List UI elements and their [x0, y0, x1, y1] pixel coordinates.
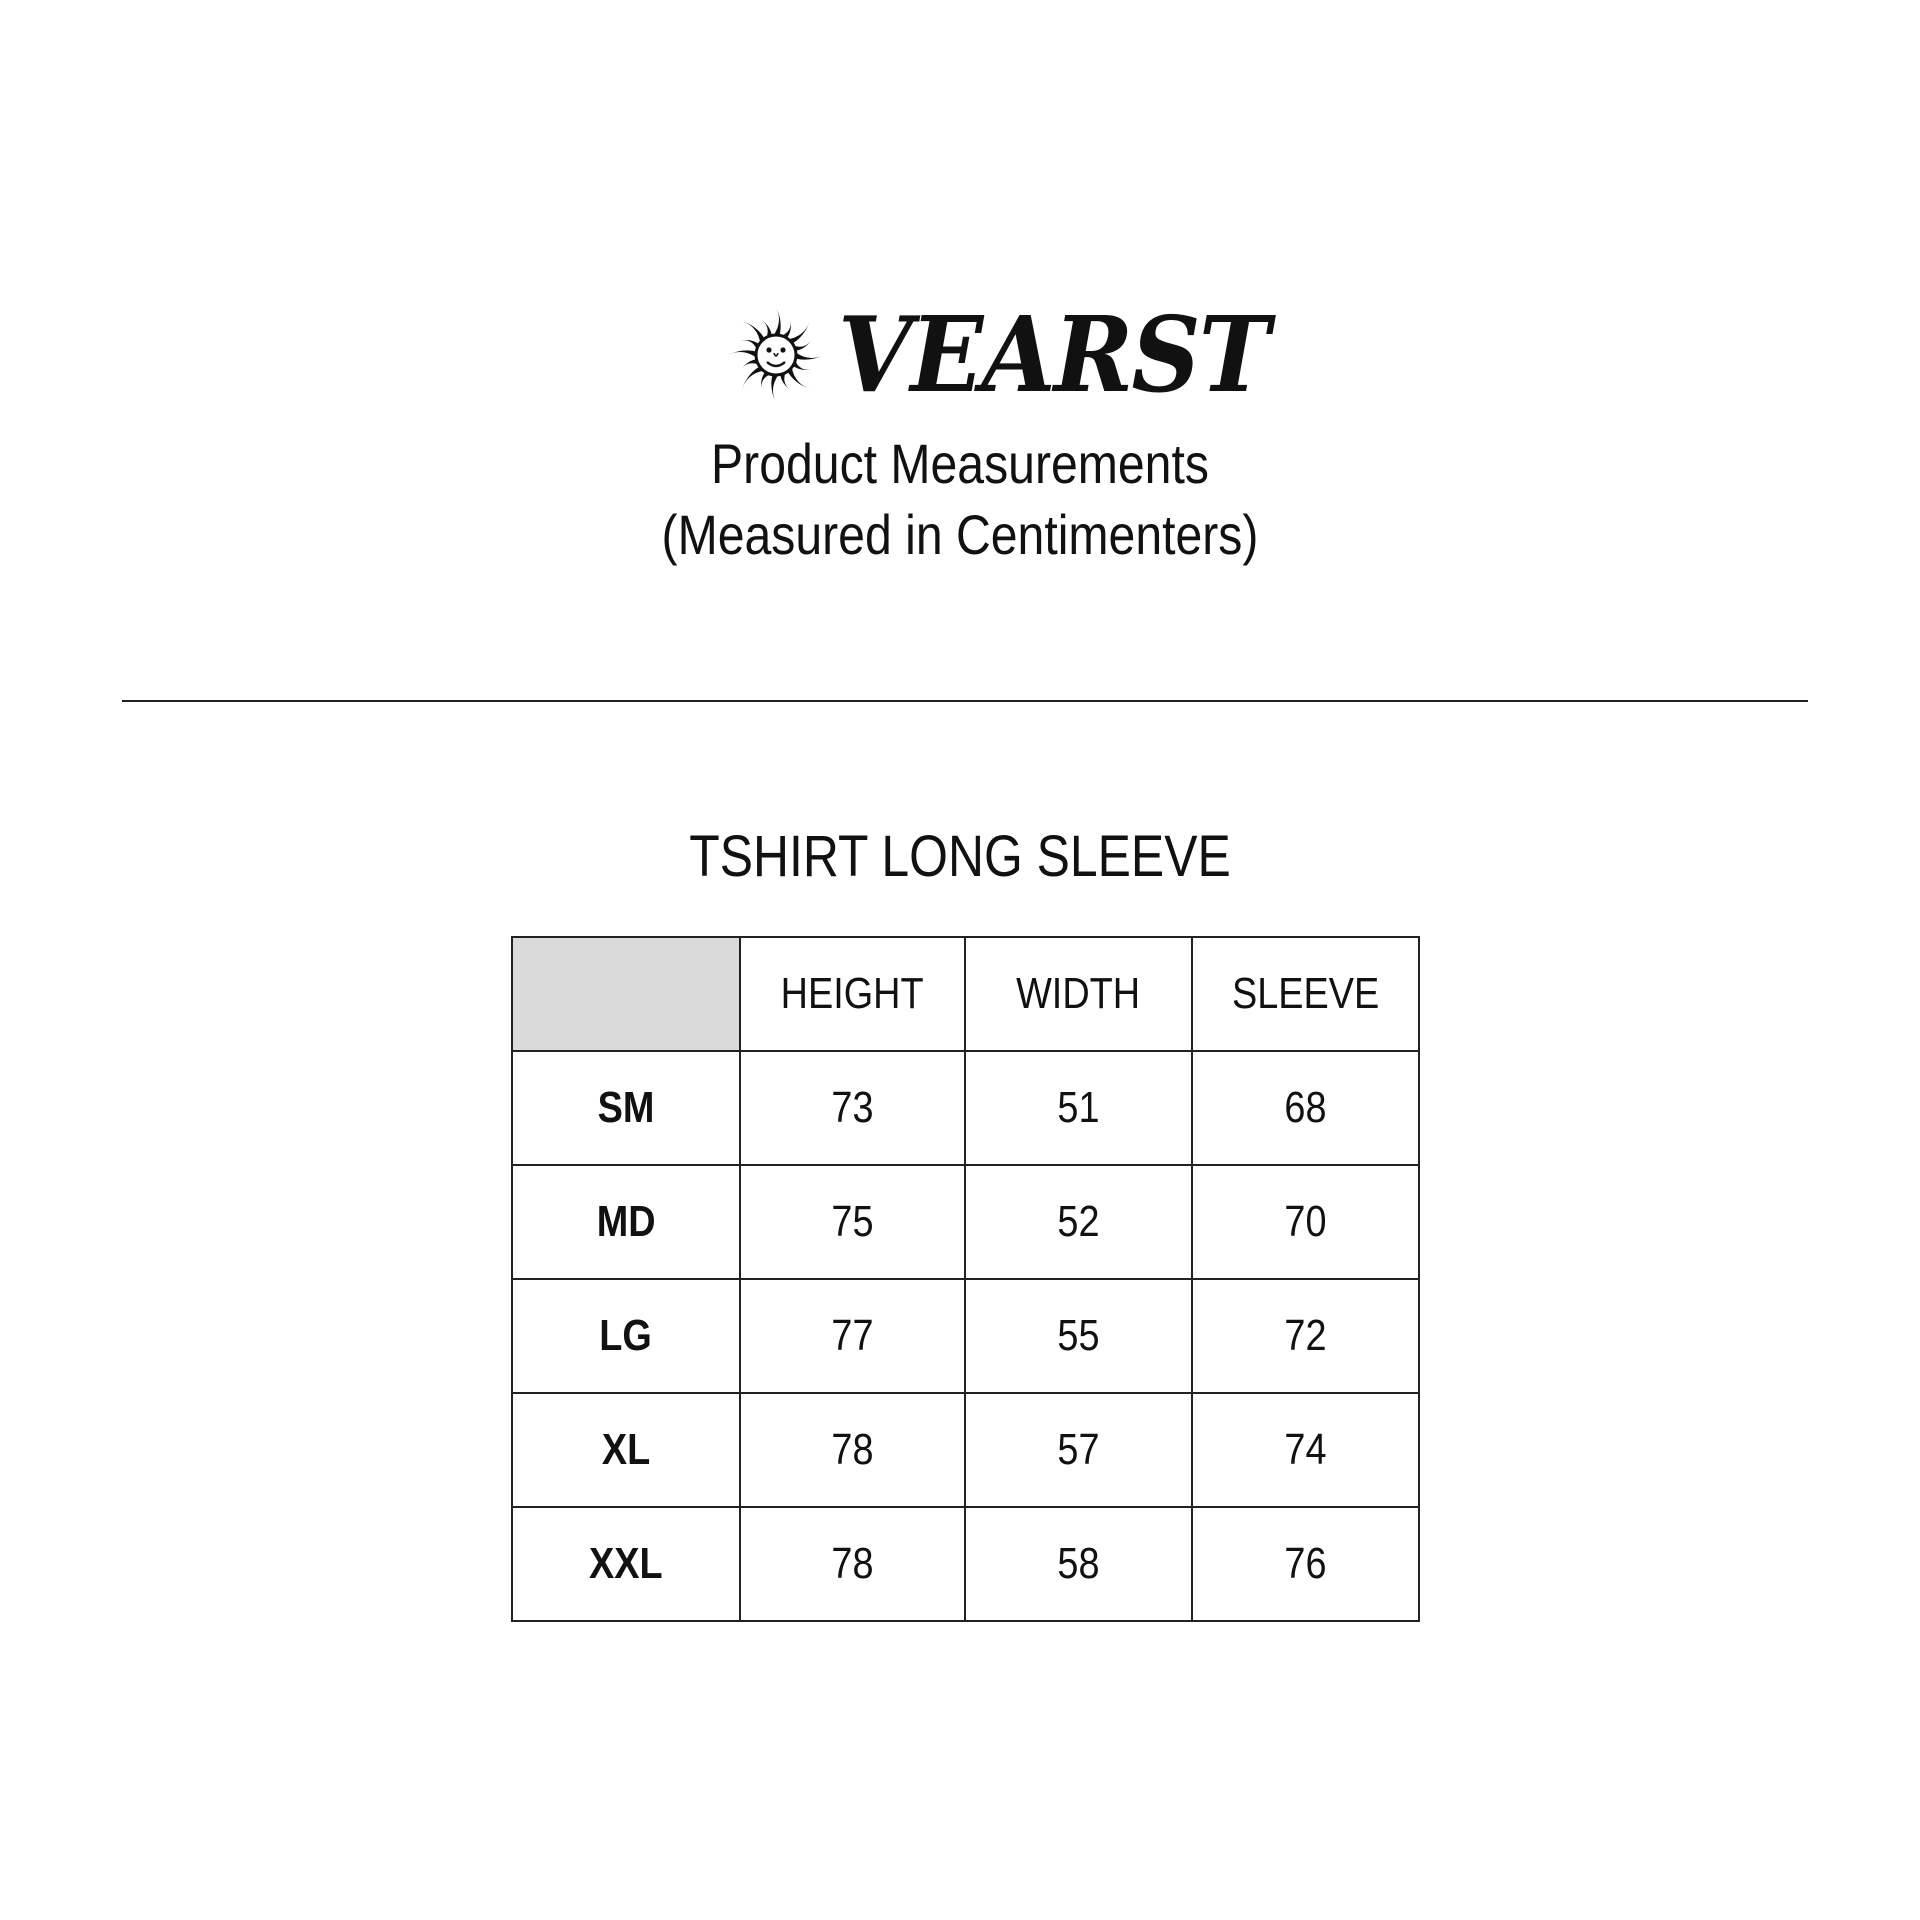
sun-face-icon	[726, 305, 826, 405]
table-row	[512, 1051, 1419, 1165]
size-label: XL	[512, 1393, 740, 1507]
width-value: 58	[965, 1507, 1192, 1621]
sleeve-value: 74	[1192, 1393, 1419, 1507]
column-header-sleeve: SLEEVE	[1192, 937, 1419, 1051]
column-header-width: WIDTH	[965, 937, 1192, 1051]
sun-ray	[728, 350, 757, 358]
size-label: MD	[512, 1165, 740, 1279]
width-value: 52	[965, 1165, 1192, 1279]
size-chart-table	[511, 936, 1420, 1622]
table-row	[512, 1279, 1419, 1393]
brand-logo	[726, 293, 1269, 416]
column-header-height: HEIGHT	[740, 937, 965, 1051]
sun-ray	[795, 352, 824, 360]
width-value: 51	[965, 1051, 1192, 1165]
sleeve-value: 70	[1192, 1165, 1419, 1279]
width-value: 57	[965, 1393, 1192, 1507]
table-header-row	[512, 937, 1419, 1051]
size-label: XXL	[512, 1507, 740, 1621]
product-title: TSHIRT LONG SLEEVE	[689, 824, 1231, 889]
sleeve-value: 68	[1192, 1051, 1419, 1165]
measurements-heading: Product Measurements	[711, 432, 1209, 495]
sleeve-value: 72	[1192, 1279, 1419, 1393]
table-corner-cell	[512, 937, 740, 1051]
height-value: 75	[740, 1165, 965, 1279]
sun-ray	[773, 307, 781, 336]
section-divider	[122, 700, 1808, 702]
height-value: 78	[740, 1393, 965, 1507]
brand-wordmark: VEARST	[838, 293, 1269, 416]
height-value: 77	[740, 1279, 965, 1393]
sleeve-value: 76	[1192, 1507, 1419, 1621]
table-row	[512, 1393, 1419, 1507]
measurements-unit-note: (Measured in Centimenters)	[661, 503, 1259, 566]
sun-ray	[771, 374, 779, 403]
size-label: LG	[512, 1279, 740, 1393]
width-value: 55	[965, 1279, 1192, 1393]
height-value: 78	[740, 1507, 965, 1621]
size-label: SM	[512, 1051, 740, 1165]
table-row	[512, 1165, 1419, 1279]
table-row	[512, 1507, 1419, 1621]
height-value: 73	[740, 1051, 965, 1165]
